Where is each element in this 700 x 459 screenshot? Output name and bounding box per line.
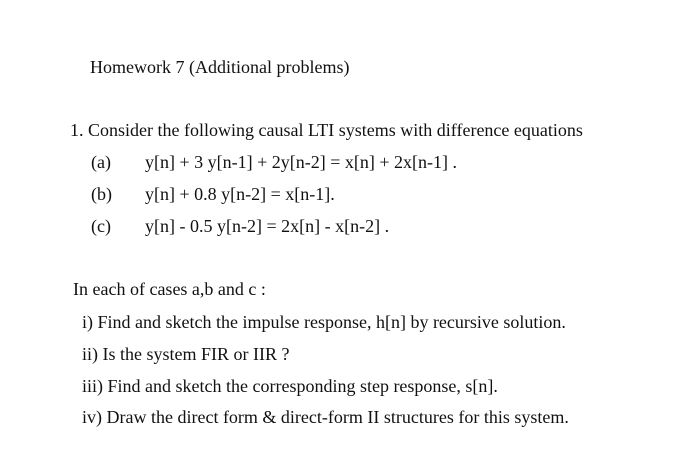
task-item-i: i) Find and sketch the impulse response, h[n] by recursive solution. — [82, 312, 566, 332]
problem-intro: 1. Consider the following causal LTI systems with difference equations — [70, 120, 583, 140]
task-item-ii: ii) Is the system FIR or IIR ? — [82, 344, 290, 364]
case-a-label: (a) — [91, 152, 111, 172]
each-case-heading: In each of cases a,b and c : — [73, 279, 266, 299]
case-c-equation: y[n] - 0.5 y[n-2] = 2x[n] - x[n-2] . — [145, 216, 390, 236]
page-title: Homework 7 (Additional problems) — [90, 57, 350, 77]
task-item-iii: iii) Find and sketch the corresponding step response, s[n]. — [82, 376, 498, 396]
case-b-equation: y[n] + 0.8 y[n-2] = x[n-1]. — [145, 184, 335, 204]
task-item-iv: iv) Draw the direct form & direct-form II structures for this system. — [82, 407, 569, 427]
case-b-label: (b) — [91, 184, 112, 204]
case-a-equation: y[n] + 3 y[n-1] + 2y[n-2] = x[n] + 2x[n-1] . — [145, 152, 458, 172]
case-c-label: (c) — [91, 216, 111, 236]
